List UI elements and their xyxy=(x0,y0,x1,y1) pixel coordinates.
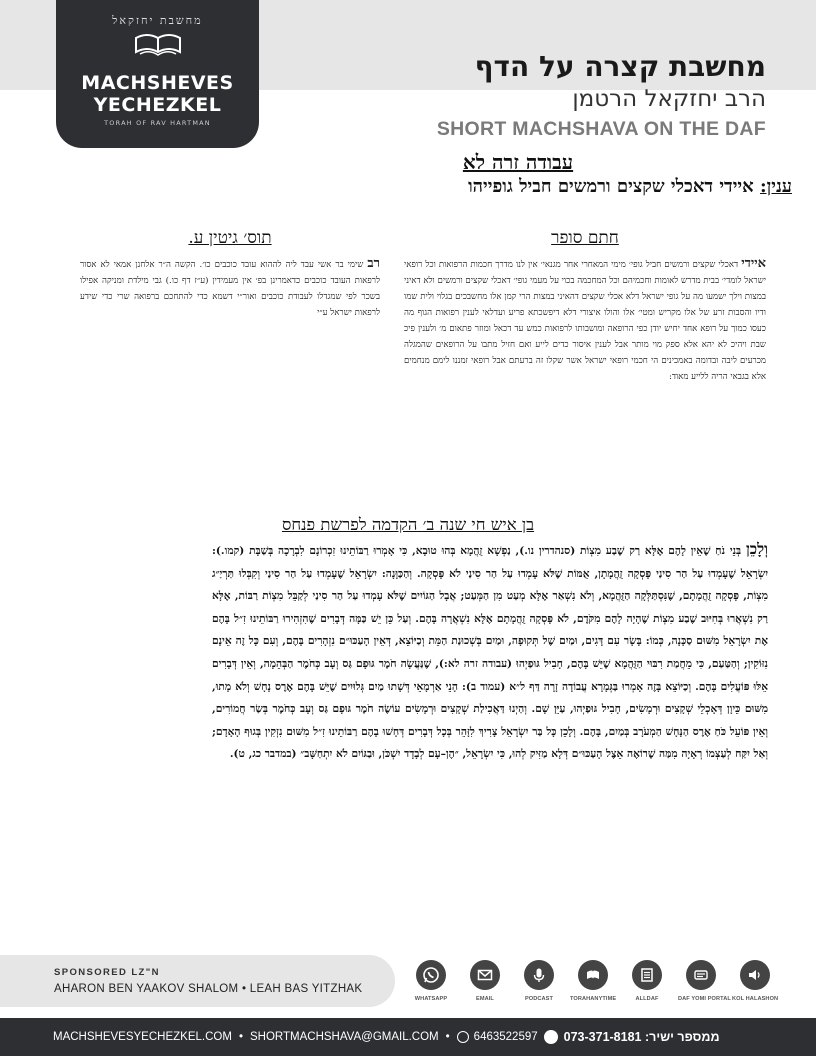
torahanytime-icon xyxy=(578,960,608,990)
link-label: ALLDAF xyxy=(635,996,659,1002)
link-alldaf[interactable] xyxy=(624,960,670,1006)
logo-name-line1: MACHSHEVES xyxy=(81,72,234,94)
sponsor-label: SPONSORED LZ"N xyxy=(54,967,160,978)
page-title-hebrew: מחשבת קצרה על הדף xyxy=(474,50,766,83)
website-link[interactable]: MACHSHEVESYECHEZKEL.COM xyxy=(53,1031,232,1043)
sponsor-name-2: LEAH BAS YITZHAK xyxy=(249,983,363,995)
link-label: TORAHANYTIME xyxy=(570,996,617,1002)
link-label: EMAIL xyxy=(476,996,494,1002)
link-label: WHATSAPP xyxy=(414,996,448,1002)
tosafos-body: שימי בר אשי עבד ליה לההוא עובד כוכבים כו׳. הקשה ה״ר אלחנן אמאי לא אסור לרפאות העובד כוכבים כדאמרינן בפ׳ אין מעמידין (ע״ז דף כו.) גבי מילדת ומניקה אפילו בשכר לפי שמגדלו לעבודת כוכבים ואור״י דשמא כדי להתחכם ברפואה שרי כדי שידע לרפאות ישראל ע״י xyxy=(80,260,380,318)
topic-line xyxy=(468,176,792,197)
daf-yomi-portal-icon xyxy=(686,960,716,990)
ben-ish-chai-body: בְּנֵי נֹחַ שֶׁאֵין לָהֶם אֶלָּא רַק שֶׁבַע מִצְוֹת (סנהדרין נו.), נַפְשָׁא זֻהֲמָא בְּהוּ טוּבָא, כִּי אָמְרוּ רַבּוֹתֵינוּ זִכְרוֹנָם לִבְרָכָה בְּשַׁבָּת (קמו.): יִשְׂרָאֵל שֶׁעָמְדוּ עַל הַר סִינַי פָּסְקָה זֻהֲמָתָן, אֻמּוֹת שֶׁלֹּא עָמְדוּ עַל הַר סִינַי לֹא פָּסְקָה. וְהַכַּוָּנָה: יִשְׂרָאֵל שֶׁעָמְדוּ עַל הַר סִינַי וְקִבְּלוּ תַּרְיַ״ג מִצְוֹת, פָּסְקָה זֻהֲמָתָם, שֶׁנִּסְתַּלְּקָה הַזֻּהֲמָא, וְלֹא נִשְׁאַר אֶלָּא מְעַט מִן הַמְּעַט; אֲבָל הַגּוֹיִים שֶׁלֹּא עָמְדוּ עַל הַר סִינַי לְקַבֵּל מִצְוֹת רַבּוֹת, אֶלָּא רַק נִשְׁאֲרוּ בְּחִיּוּב שֶׁבַע מִצְוֹת שֶׁהָיָה לָהֶם מִקֹּדֶם, לֹא פָּסְקָה זֻהֲמָתָם אֶלָּא נִשְׁאֲרָה בָּהֶם. וְעַל כֵּן יֵשׁ כַּמָּה דְּבָרִים שֶׁהִזְהִירוּ רַבּוֹתֵינוּ זִ״ל בָּהֶם אֶת יִשְׂרָאֵל מִשּׁוּם סַכָּנָה, כְּמוֹ: בָּשָׂר עִם דָּגִים, וּמַיִם שֶׁל תְּקוּפָה, וּמַיִם בְּשְׁכוּנַת הַמֵּת וְכַיּוֹצֵא, דְּאֵין הָעַכּוּ״ם נִזְהָרִים בָּהֶם, וְעִם כָּל זֶה אֵינָם נִזּוֹקִין; וְהַטַּעַם, כִּי מֵחֲמַת רִבּוּי הַזֻּהֲמָא שֶׁיֵּשׁ בָּהֶם, חָבִיל גּוּפַיְהוּ (עבודה זרה לא:), שֶׁנַּעֲשָׂה חֹמֶר גּוּפָם גַּס וְעָב כְּחֹמֶר הַבְּהֵמָה, וְאֵין דְּבָרִים אֵלּוּ פּוֹעֲלִים בָּהֶם. וְכַיּוֹצֵא בָּזֶה אָמְרוּ בַּגְּמָרָא עֲבוֹדָה זָרָה דַּף ל״א (עמוד ב): הָנֵי אַרְמָאֵי דְּשָׁתוּ מַיִם גְּלוּיִים שֶׁיֵּשׁ בָּהֶם אֶרֶס נָחָשׁ וְלֹא מָתוּ, מִשּׁוּם כֵּיוָן דְּאָכְלֵי שְׁקָצִים וּרְמָשִׂים, חָבִיל גּוּפַיְהוּ, עַיֵּן שָׁם. וְהַיְנוּ דַּאֲכִילַת שְׁקָצִים וּרְמָשִׂים עוֹשֶׂה חֹמֶר גּוּפָם גַּס וְעָב כְּחֹמֶר בְּשַׂר חֲמוֹרִים, וְאֵין פּוֹעֵל כֹּחַ אֶרֶס הַנָּחָשׁ הַמְעֹרָב בְּמַיִם, בָּהֶם. וְלָכֵן כָּל בַּר יִשְׂרָאֵל צָרִיךְ לִזָּהֵר בְּכָל דְּבָרִים דְּחָשׁוּ בָהֶם רַבּוֹתֵינוּ זִ״ל מִשּׁוּם נִזְקִין בְּגוּף הָאָדָם; וְאַל יִקַּח לְעַצְמוֹ רְאָיָה מִמַּה שֶׁרוֹאֶה אֵצֶל הָעַכּוּ״ם דְּלָא מַזִּיק לְהוּ, כִּי יִשְׂרָאֵל, ״הֶן–עָם לְבָדָד יִשְׁכֹּן, וּבַגּוֹיִם לֹא יִתְחַשָּׁב״ (במדבר כג, ט). xyxy=(212,545,768,761)
podcast-icon xyxy=(524,960,554,990)
direct-line-number[interactable]: 073-371-8181 xyxy=(563,1030,642,1044)
page-title-english: SHORT MACHSHAVA ON THE DAF xyxy=(436,118,766,140)
footer-bar xyxy=(0,1018,816,1056)
link-torahanytime[interactable] xyxy=(570,960,616,1006)
chasam-sofer-opening: איידי xyxy=(741,256,767,271)
torahanytime-icon xyxy=(544,1030,558,1044)
sponsor-box xyxy=(0,955,395,1007)
author-name: הרב יחזקאל הרטמן xyxy=(572,86,766,112)
tosafos-text xyxy=(80,256,380,321)
link-podcast[interactable] xyxy=(516,960,562,1006)
chasam-sofer-column xyxy=(404,228,766,385)
tosafos-column xyxy=(80,228,380,321)
sponsor-names xyxy=(54,983,395,995)
chasam-sofer-text xyxy=(404,256,766,385)
direct-line-label: ממספר ישיר: xyxy=(644,1030,720,1044)
logo xyxy=(56,0,259,148)
chasam-sofer-heading: חתם סופר xyxy=(551,228,619,248)
topic-text: איידי דאכלי שקצים ורמשים חביל גופייהו xyxy=(468,176,754,197)
link-label: PODCAST xyxy=(524,996,554,1002)
logo-name-line2: YECHEZKEL xyxy=(93,94,222,116)
whatsapp-icon xyxy=(457,1031,469,1043)
whatsapp-number[interactable]: 6463522597 xyxy=(473,1031,538,1043)
kol-halashon-icon xyxy=(740,960,770,990)
link-icons xyxy=(408,960,778,1006)
link-label: KOL HALASHON xyxy=(732,996,779,1002)
link-email[interactable] xyxy=(462,960,508,1006)
logo-hebrew: מחשבת יחזקאל xyxy=(112,14,203,27)
email-link[interactable]: SHORTMACHSHAVA@GMAIL.COM xyxy=(249,1031,439,1043)
ben-ish-chai-opening: וְלָכֵן xyxy=(745,540,768,558)
link-daf-yomi-portal[interactable] xyxy=(678,960,731,1006)
tosafos-heading: תוס׳ גיטין ע. xyxy=(188,228,272,248)
tosafos-opening: רב xyxy=(367,256,381,271)
masechta-reference: עבודה זרה לא xyxy=(462,150,574,174)
link-kol-halashon[interactable] xyxy=(732,960,778,1006)
footer-separator: • xyxy=(238,1031,243,1043)
ben-ish-chai-text xyxy=(212,538,768,766)
topic-label: ענין: xyxy=(760,176,792,197)
direct-line xyxy=(564,1030,720,1044)
sponsor-name-1: AHARON BEN YAAKOV SHALOM xyxy=(54,983,239,995)
chasam-sofer-body: דאכלי שקצים ורמשים חביל גופי׳ מימי המאחרי אחר מגנאי׳ אין לנו מדרך חכמות הרפואות וכל רופאי ישראל לומדי׳ בבית מדרש לאומות וחכמיהם וכל המחכמה בכוי על מעמי גופי׳ דאכלי שקצים ורמשים ולא דאיני במצות וילך ישמעו מה על גופי ישראל דלא אכלי שקצים דהאיני במצות הרי קמן אלו מחשבכים בגלוי ולית שמו ודיו והסבות זרע של אלו מקריש ומטי׳ אלו והולו איצורי דלא דיפשכתא פריע ועדלאי לענין רפואות הגוף מה כעסו כמוך על רופא אחד יחיש יודן כפי הרופאה ומושבותו לרפואות כמש עד דכאל ומוזר פתאום מ׳ ולענין פיכ שבת ויהיכ לא יהא אלא ספק מוי מותר אבל לענין איסור כדים לייע ואם חזיל מתבו על הרופאים שהמגלה מכרעים ליבה ובדומה באמכינים הי חכמי רופאי ישראל אשר שקלו זה ברעתם אבל רופאי זמננו לימם מנחמים אלא בגבאי הריה ללייע מאוד: xyxy=(404,260,766,382)
link-whatsapp[interactable] xyxy=(408,960,454,1006)
alldaf-icon xyxy=(632,960,662,990)
ben-ish-chai-heading: בן איש חי שנה ב׳ הקדמה לפרשת פנחס xyxy=(281,515,535,534)
whatsapp-icon xyxy=(416,960,446,990)
email-icon xyxy=(470,960,500,990)
logo-tagline: TORAH OF RAV HARTMAN xyxy=(104,119,211,127)
link-label: DAF YOMI PORTAL xyxy=(678,996,731,1002)
open-book-icon xyxy=(134,30,182,56)
sponsor-separator: • xyxy=(241,983,247,995)
footer-separator: • xyxy=(445,1031,450,1043)
